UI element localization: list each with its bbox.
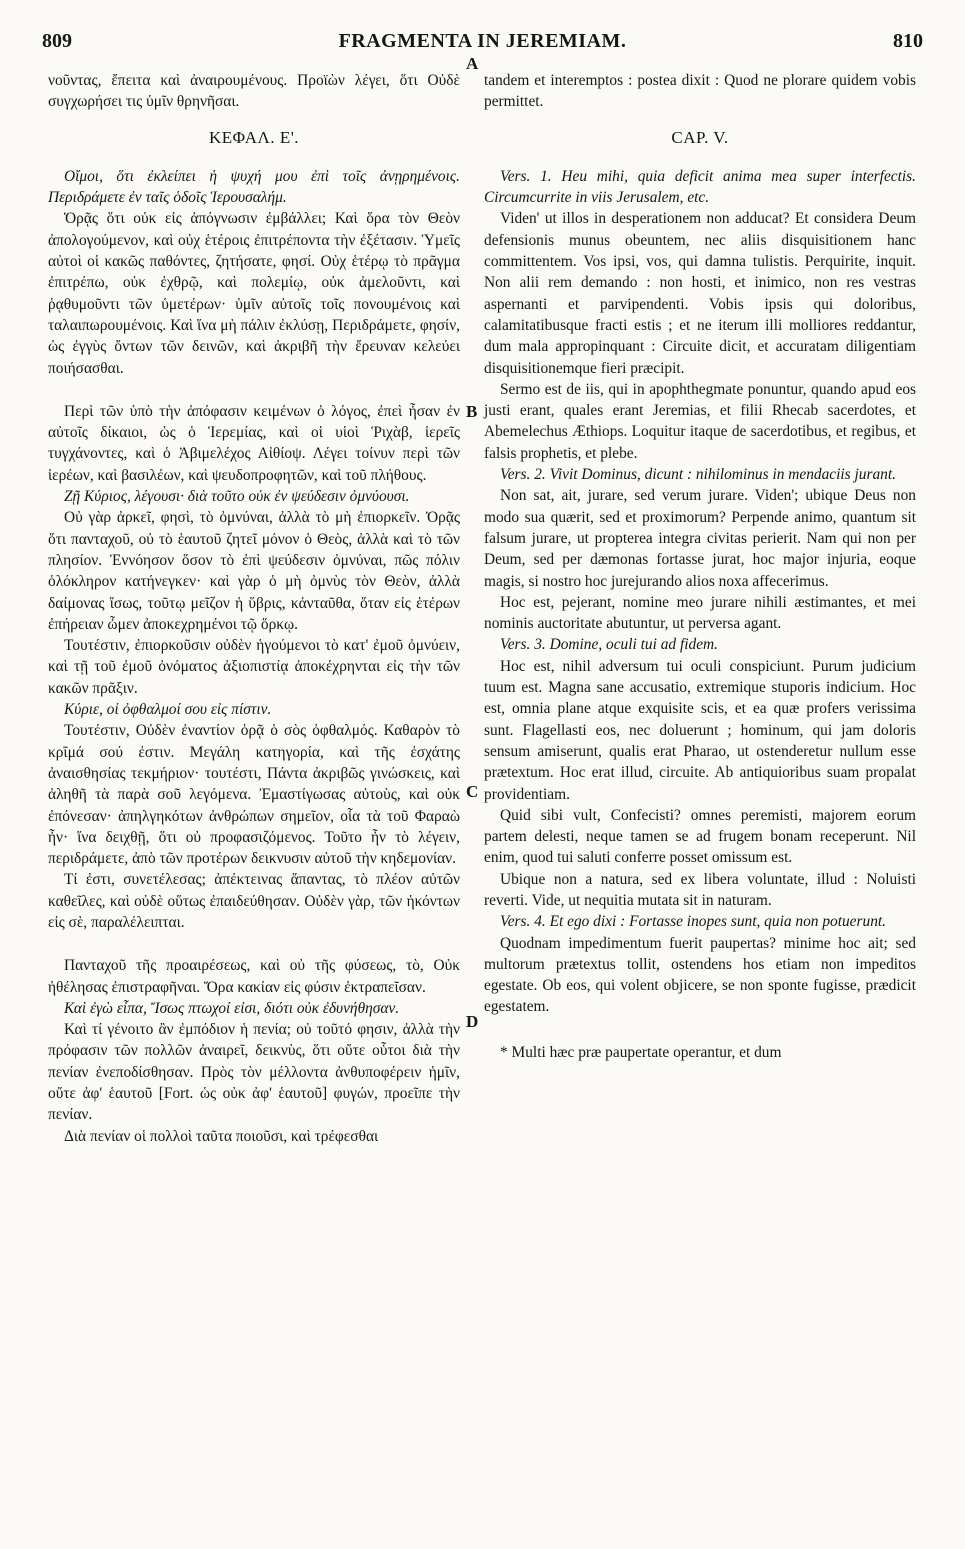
greek-paragraph: Διὰ πενίαν οἱ πολλοὶ ταῦτα ποιοῦσι, καὶ τρέφεσθαι — [64, 1127, 379, 1145]
greek-verse: Κύριε, οἱ ὀφθαλμοί σου εἰς πίστιν. — [64, 701, 272, 719]
page-header — [42, 30, 923, 70]
greek-verse: Οἴμοι, ὅτι ἐκλείπει ἡ ψυχή μου ἐπὶ τοῖς ἀνῃρημένοις. Περιδράμετε ἐν ταῖς ὁδοῖς Ἱερουσαλήμ. — [48, 167, 460, 207]
page-number-left: 809 — [42, 30, 72, 52]
greek-column — [48, 70, 460, 1537]
latin-paragraph: tandem et interemptos : postea dixit : Quod ne plorare quidem vobis permittet. — [484, 72, 916, 111]
greek-verse: Ζῇ Κύριος, λέγουσι· διὰ τοῦτο οὐκ ἐν ψεύδεσιν ὀμνύουσι. — [64, 488, 410, 506]
latin-footnote: * Multi hæc præ paupertate operantur, et dum — [500, 1043, 782, 1061]
greek-paragraph: Τουτέστιν, ἐπιορκοῦσιν οὐδὲν ἡγούμενοι τὸ κατ' ἐμοῦ ὀμνύειν, καὶ τῇ τοῦ ἐμοῦ ὀνόματος ἀξιοπιστίᾳ ἀποκέχρηνται εἰς τὴν τῶν κακῶν πρᾶξιν. — [48, 637, 460, 697]
latin-column — [484, 70, 916, 1537]
margin-letter-a: A — [466, 54, 479, 73]
latin-paragraph: Hoc est, nihil adversum tui oculi conspiciunt. Purum judicium tuum est. Magna sane accusatio, extremique stuporis indicium. Hoc est, omnia plane atque exquisite scis, et ea quæ profers verissima sunt. Flagellasti eos, nec doluerunt ; hominum, qui jam doloris sensum amiserunt, qualis erat Pharao, ut ostenderetur nullum esse prætextum. Hoc erat illud, circuite. Ab antiquioribus suam propalat providentiam. — [484, 657, 916, 803]
greek-paragraph: Καὶ τί γένοιτο ἂν ἐμπόδιον ἡ πενία; οὐ τοῦτό φησιν, ἀλλὰ τὴν πρόφασιν τῶν πολλῶν ἀναιρεῖ, δεικνὺς, ὅτι οὔτε οὗτοι διὰ τὴν πενίαν ἐνεποδίσθησαν. Πρὸς τὸν μέλλοντα ἀνθυποφέρειν ἡμῖν, οὔτε ἀφ' ἑαυτοῦ [Fort. ὡς οὐκ ἀφ' ἑαυτοῦ] φυγών, προεῖπε τὴν πενίαν. — [48, 1021, 460, 1124]
latin-verse: Vers. 2. Vivit Dominus, dicunt : nihilominus in mendaciis jurant. — [500, 466, 896, 484]
margin-letter-c: C — [466, 782, 479, 801]
margin-letter-d: D — [466, 1012, 479, 1031]
greek-paragraph: Πανταχοῦ τῆς προαιρέσεως, καὶ οὐ τῆς φύσεως, τὸ, Οὐκ ἠθέλησας ἐπιστραφῆναι. Ὅρα κακίαν εἰς φύσιν ἐκτραπεῖσαν. — [48, 957, 460, 996]
latin-paragraph: Viden' ut illos in desperationem non adducat? Et considera Deum defensionis munus obeuntem, nec aliis disquisitionem hanc committentem. Vos ipsi, vos, qui damna tulistis. Perquirite, inquit. Non alii rem demando : non hosti, et inimico, non res vestras aspernanti et parvipendenti. Vobis ipsis qui doloribus, calamitatibusque fracti estis ; et ne iterum illi molliores reddantur, dum mala appropinquant : Circuite dicit, et accuratam diligentiam disquisitionemque fieri præcipit. — [484, 210, 916, 377]
latin-paragraph: Sermo est de iis, qui in apophthegmate ponuntur, quando apud eos justi erant, quales erant Jeremias, et filii Rhecab sacerdotes, et Abemelechus Æthiops. Loquitur itaque de sacerdotibus, et regibus, et falsis prophetis, et plebe. — [484, 380, 916, 462]
chapter-heading-greek: ΚΕΦΑΛ. Ε'. — [208, 127, 300, 147]
latin-verse: Vers. 1. Heu mihi, quia deficit anima mea super interfectis. Circumcurrite in viis Jerusalem, etc. — [484, 167, 916, 207]
running-title: FRAGMENTA IN JEREMIAM. — [338, 30, 627, 52]
latin-paragraph: Ubique non a natura, sed ex libera voluntate, illud : Noluisti reverti. Vide, ut nequitia mutata sit in naturam. — [484, 870, 916, 909]
margin-letter-b: B — [466, 402, 478, 421]
latin-verse: Vers. 3. Domine, oculi tui ad fidem. — [500, 636, 719, 654]
chapter-heading-latin: CAP. V. — [671, 127, 729, 147]
greek-paragraph: Περὶ τῶν ὑπὸ τὴν ἀπόφασιν κειμένων ὁ λόγος, ἐπεὶ ἦσαν ἐν αὐτοῖς δίκαιοι, ὡς ὁ Ἱερεμίας, καὶ οἱ υἱοὶ Ῥιχὰβ, ἱερεῖς τυγχάνοντες, καὶ ὁ Ἀβιμελέχος Αἰθίοψ. Λέγει τοίνυν περὶ τῶν ἱερέων, καὶ βασιλέων, καὶ ψευδοπροφητῶν, καὶ τοῦ πλήθους. — [48, 402, 460, 484]
latin-paragraph: Quid sibi vult, Confecisti? omnes peremisti, majorem eorum partem delesti, neque tamen se ad frugem bonam receperunt. Nil enim, quod tui saluti conferre posset omissum est. — [484, 806, 916, 867]
greek-paragraph: Ὁρᾷς ὅτι οὐκ εἰς ἀπόγνωσιν ἐμβάλλει; Καὶ ὅρα τὸν Θεὸν ἀπολογούμενον, καὶ οὐχ ἑτέροις ἐπιτρέποντα τὴν ἐξέτασιν. Ὑμεῖς αὐτοὶ οἱ κακῶς παθόντες, ζητήσατε, φησί. Οὐχ ἑτέρῳ τὸ πρᾶγμα ἐπιτρέπω, οὐκ ἐχθρῷ, καὶ πολεμίῳ, οὐκ ἀμελοῦντι, καὶ ῥᾳθυμοῦντι τῶν ὑμετέρων· ὑμῖν αὐτοῖς τοῖς πονουμένοις καὶ ταλαιπωρουμένοις. Καὶ ἵνα μὴ πάλιν ἐκλύσῃ, Περιδράμετε, φησίν, ὡς ἐγγὺς ὄντων τῶν δεινῶν, καὶ ἀκριβῆ τὴν ἔρευναν κελεύει ποιήσασθαι. — [48, 210, 460, 377]
latin-paragraph: Hoc est, pejerant, nomine meo jurare nihili æstimantes, et mei nominis auctoritate abutuntur, ut perversa agant. — [484, 593, 916, 633]
latin-paragraph: Non sat, ait, jurare, sed verum jurare. Viden'; ubique Deus non modo sua quærit, sed et proximorum? Perpende animo, quantum sit falsum jurare, ut propterea integra civitas perierit. Nam qui non per Deum, sed per dæmonas fortasse jurat, hoc major injuria, eoque magis, si nostro hoc jurejurando alios noxa affecerimus. — [484, 487, 916, 590]
greek-paragraph: νοῦντας, ἔπειτα καὶ ἀναιρουμένους. Προϊὼν λέγει, ὅτι Οὐδὲ συγχωρήσει τις ὑμῖν θρηνῆσαι. — [48, 72, 460, 111]
greek-paragraph: Οὐ γὰρ ἀρκεῖ, φησὶ, τὸ ὀμνύναι, ἀλλὰ τὸ μὴ ἐπιορκεῖν. Ὁρᾷς ὅτι πανταχοῦ, οὐ τὸ ἑαυτοῦ ζητεῖ μόνον ὁ Θεὸς, ἀλλὰ καὶ τὸ τῶν πλησίον. Ἐννόησον ὅσον τὸ ἐπὶ ψεύδεσιν ὀμνύναι, πῶς πόλιν ὁλόκληρον κατήνεγκεν· καὶ γὰρ ὁ μὴ ὀμνὺς τὸν Θεὸν, ἀλλὰ δαίμονας ἴσως, τοῦτῳ μεῖζον ἡ ὕβρις, κἀνταῦθα, ὅταν εἰς ἑτέρων ἐπήρειαν ὦμεν ἀποκεχρημένοι τῷ ὅρκῳ. — [48, 509, 460, 633]
latin-paragraph: Quodnam impedimentum fuerit paupertas? minime hoc ait; sed multorum prætextus tollit, ostendens hos etiam non impeditos egestate. Ob eos, qui volent objicere, se non sponte fugisse, prædicit egestatem. — [484, 934, 916, 1016]
page-number-right: 810 — [893, 30, 923, 52]
greek-paragraph: Τουτέστιν, Οὐδὲν ἐναντίον ὁρᾷ ὁ σὸς ὀφθαλμός. Καθαρὸν τὸ κρῖμά σού ἐστιν. Μεγάλη κατηγορία, καὶ τῆς ἐσχάτης ἀναισθησίας τεκμήριον· τουτέστι, Πάντα ἀκριβῶς γινώσκεις, καὶ ἀληθῆ τὰ παρὰ σοῦ λεγόμενα. Ἐμαστίγωσας αὐτοὺς, καὶ οὐκ ἐπόνεσαν· ἀπηλγηκότων ἀνθρώπων σημεῖον, οἷα τὰ τοῦ Φαραὼ ἦν· ἵνα δειχθῇ, ὅτι οὐ προφασιζόμενος. Τοῦτο ἦν τὸ λέγειν, περιδράμετε, ἀπὸ τῶν προτέρων δεικνυσιν αὐτοῦ τὴν κηδεμονίαν. — [48, 722, 460, 868]
greek-verse: Καὶ ἐγὼ εἶπα, Ἴσως πτωχοί εἰσι, διότι οὐκ ἐδυνήθησαν. — [64, 999, 400, 1017]
greek-paragraph: Τί ἐστι, συνετέλεσας; ἀπέκτεινας ἅπαντας, τὸ πλέον αὐτῶν καθεῖλες, καὶ οὐδὲ οὕτως ἐπαιδεύθησαν. Οὐδὲν γὰρ, τῶν ἡκόντων εἰς σὲ, παραλέλειπται. — [48, 871, 460, 931]
latin-verse: Vers. 4. Et ego dixi : Fortasse inopes sunt, quia non potuerunt. — [500, 913, 887, 931]
